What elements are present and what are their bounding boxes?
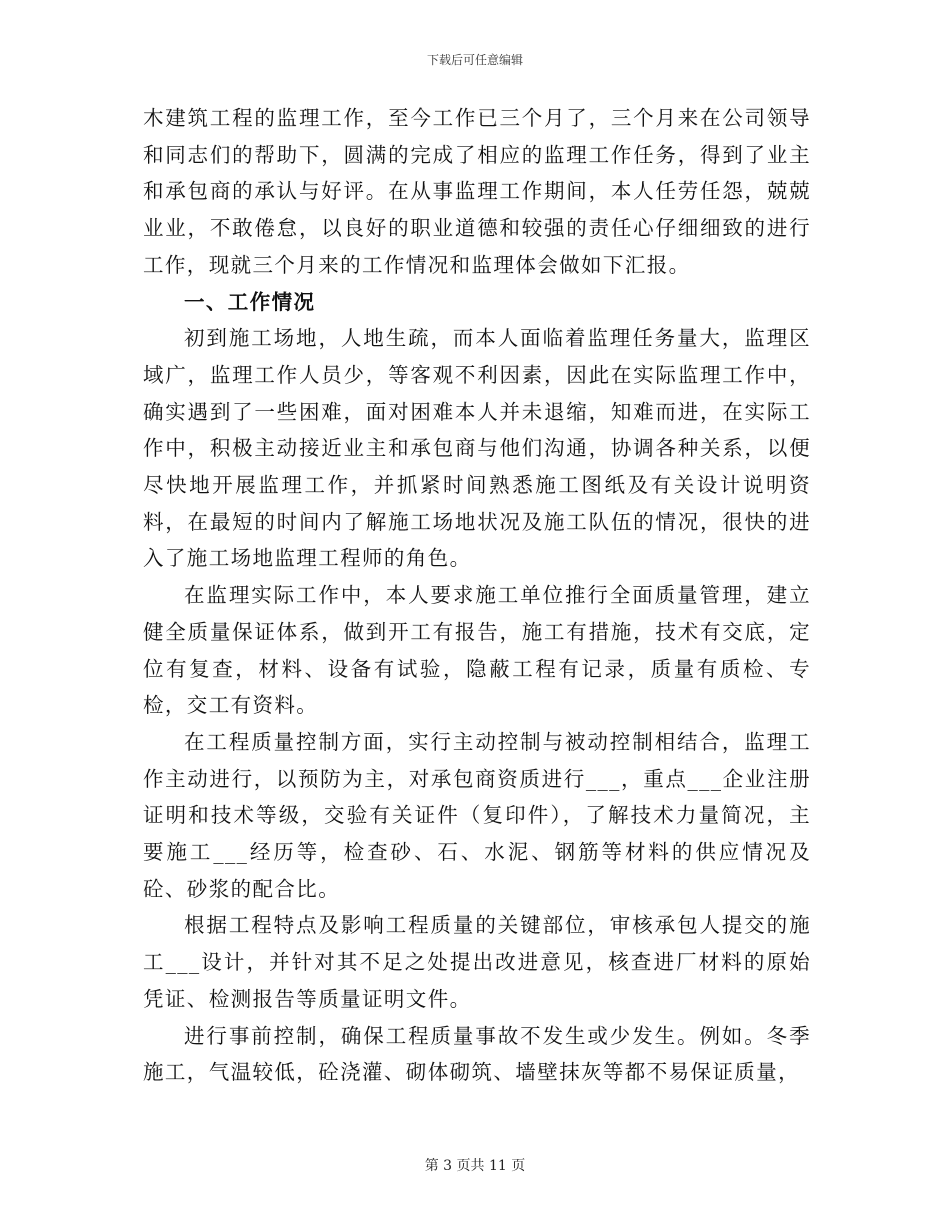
document-body [143,100,811,1091]
paragraph-1: 木建筑工程的监理工作，至今工作已三个月了，三个月来在公司领导和同志们的帮助下，圆满的完成了相应的监理工作任务，得到了业主和承包商的承认与好评。在从事监理工作期间，本人任劳任怨，兢兢业业，不敢倦怠，以良好的职业道德和较强的责任心仔细细致的进行工作，现就三个月来的工作情况和监理体会做如下汇报。 [143,106,811,277]
page-number: 第 3 页共 11 页 [424,1158,526,1174]
page-header: 下载后可任意编辑 [426,53,523,67]
section-heading: 一、工作情况 [184,289,316,314]
paragraph-5: 根据工程特点及影响工程质量的关键部位，审核承包人提交的施工___设计，并针对其不足之处提出改进意见，核查进厂材料的原始凭证、检测报告等质量证明文件。 [143,913,811,1011]
paragraph-3: 在监理实际工作中，本人要求施工单位推行全面质量管理，建立健全质量保证体系，做到开工有报告，施工有措施，技术有交底，定位有复查，材料、设备有试验，隐蔽工程有记录，质量有质检、专检，交工有资料。 [143,583,811,718]
paragraph-6: 进行事前控制，确保工程质量事故不发生或少发生。例如。冬季施工，气温较低，砼浇灌、砌体砌筑、墙壁抹灰等都不易保证质量， [143,1023,811,1085]
paragraph-4: 在工程质量控制方面，实行主动控制与被动控制相结合，监理工作主动进行，以预防为主，对承包商资质进行___，重点___企业注册证明和技术等级，交验有关证件（复印件），了解技术力量简况，主要施工___经历等，检查砂、石、水泥、钢筋等材料的供应情况及砼、砂浆的配合比。 [143,729,811,901]
paragraph-2: 初到施工场地，人地生疏，而本人面临着监理任务量大，监理区域广，监理工作人员少，等客观不利因素，因此在实际监理工作中，确实遇到了一些困难，面对困难本人并未退缩，知难而进，在实际工作中，积极主动接近业主和承包商与他们沟通，协调各种关系，以便尽快地开展监理工作，并抓紧时间熟悉施工图纸及有关设计说明资料，在最短的时间内了解施工场地状况及施工队伍的情况，很快的进入了施工场地监理工程师的角色。 [143,326,811,571]
